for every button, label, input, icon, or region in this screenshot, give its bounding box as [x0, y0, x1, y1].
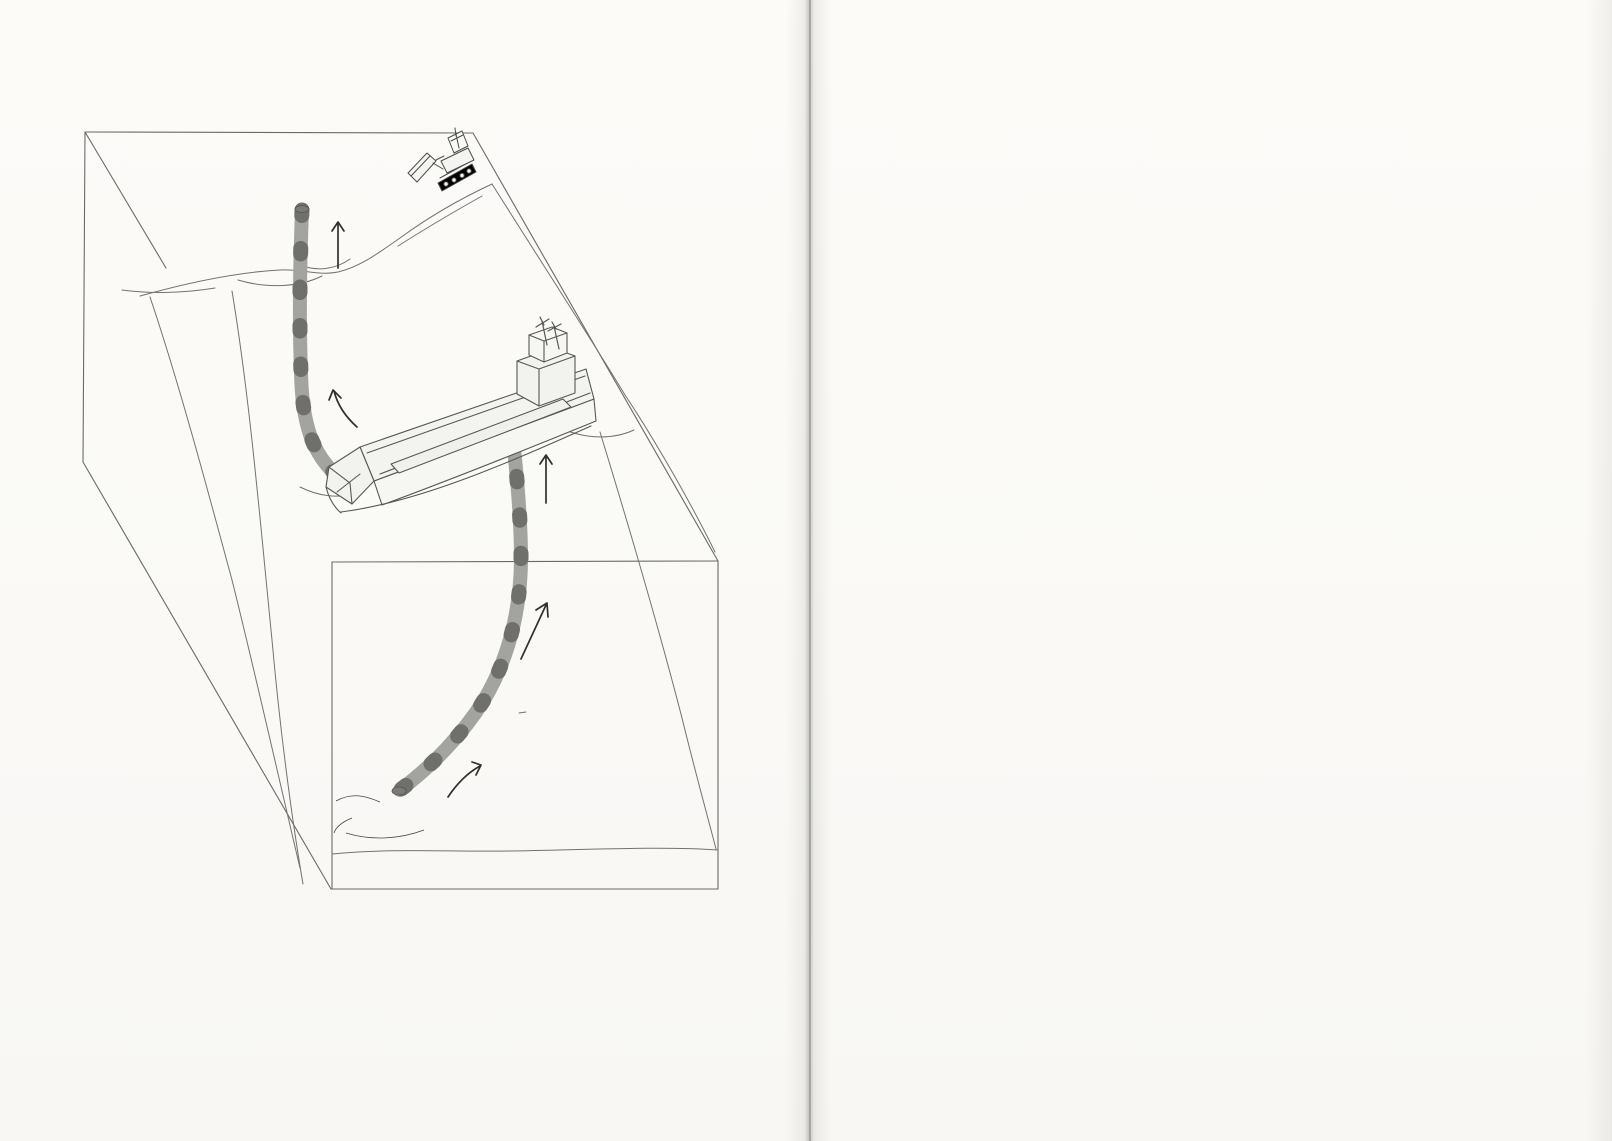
page-edge-shadow	[1586, 0, 1612, 1141]
dredge-barge	[326, 317, 596, 513]
flow-arrow-suction	[448, 762, 481, 797]
isometric-block	[83, 132, 718, 889]
flow-arrow-under-barge	[540, 455, 552, 503]
flow-arrow-riser	[329, 390, 357, 427]
flow-arrow-mid-pipe	[521, 603, 548, 659]
seabed-plume-streaks	[334, 796, 424, 838]
page-fold-line	[809, 0, 811, 1141]
flow-arrow-discharge	[332, 222, 344, 268]
discharge-pipe-upper	[295, 206, 347, 484]
bulldozer	[408, 128, 476, 191]
